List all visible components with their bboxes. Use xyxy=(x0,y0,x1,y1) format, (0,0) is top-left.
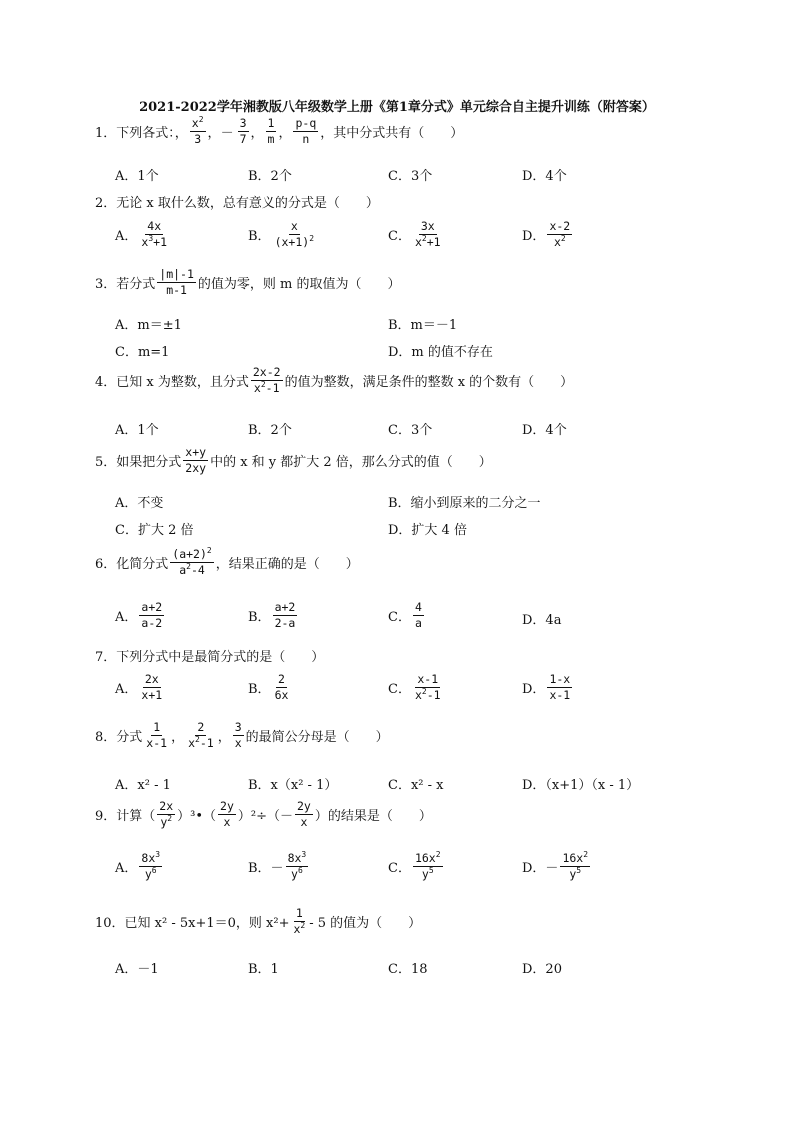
option-a[interactable]: A．1个 xyxy=(115,423,159,438)
question-5-stem: 5．如果把分式 $\frac{x+y}{2xy}$ 中的 x 和 y 都扩大 2 倍，那么分式的值（ ） xyxy=(95,445,492,476)
fraction: $\frac{x+y}{2xy}$ xyxy=(185,445,207,476)
option-d[interactable]: D．4个 xyxy=(522,423,567,438)
option-c[interactable]: C．3个 xyxy=(388,169,433,184)
fraction: $\frac{2y}{x}$ xyxy=(297,799,311,830)
fraction: $\frac{3}{x}$ xyxy=(234,720,242,751)
option-b[interactable]: B．x（x² - 1） xyxy=(248,778,338,793)
fraction: $\frac{x^2}{3}$ xyxy=(191,115,204,147)
option-a[interactable]: A．1个 xyxy=(115,169,159,184)
question-8-stem: 8．分式 $\frac{1}{x-1}$ ， $\frac{2}{x^2-1}$ ， $\frac{3}{x}$ 的最简公分母是（ ） xyxy=(95,720,389,751)
option-c[interactable]: C． $\frac{16x^2}{y^5}$ xyxy=(388,850,441,882)
option-a[interactable]: A．不变 xyxy=(115,496,164,511)
fraction: $\frac{1}{m}$ xyxy=(267,116,275,147)
option-c[interactable]: C． $\frac{3x}{x^2+1}$ xyxy=(388,219,441,250)
option-a[interactable]: A． $\frac{8x^3}{y^6}$ xyxy=(115,850,161,882)
option-b[interactable]: B．2个 xyxy=(248,169,292,184)
option-d[interactable]: D．20 xyxy=(522,962,562,977)
option-a[interactable]: A．x² - 1 xyxy=(115,778,171,793)
fraction: $\frac{2}{x^2-1}$ xyxy=(188,720,214,751)
option-b[interactable]: B．－ $\frac{8x^3}{y^6}$ xyxy=(248,850,307,882)
fraction: $\frac{|m|-1}{m-1}$ xyxy=(159,267,194,298)
option-b[interactable]: B． $\frac{a+2}{2-a}$ xyxy=(248,600,296,631)
option-a[interactable]: A． $\frac{a+2}{a-2}$ xyxy=(115,600,163,631)
fraction: $\frac{p-q}{n}$ xyxy=(295,116,317,147)
option-d[interactable]: D．－ $\frac{16x^2}{y^5}$ xyxy=(522,850,589,882)
option-b[interactable]: B．2个 xyxy=(248,423,292,438)
question-text: 1．下列各式：， xyxy=(95,126,188,142)
fraction: $\frac{1}{x-1}$ xyxy=(146,720,168,751)
fraction: $\frac{2x-2}{x^2-1}$ xyxy=(252,365,281,396)
option-a[interactable]: A．m＝±1 xyxy=(115,318,182,333)
option-d[interactable]: D．4a xyxy=(522,613,562,628)
fraction: $\frac{1}{x^2}$ xyxy=(293,906,306,937)
fraction: $\frac{3}{7}$ xyxy=(239,116,247,147)
question-7-stem: 7．下列分式中是最简分式的是（ ） xyxy=(95,650,325,665)
option-c[interactable]: C． $\frac{x-1}{x^2-1}$ xyxy=(388,672,441,703)
fraction: $\frac{2y}{x}$ xyxy=(220,799,234,830)
option-d[interactable]: D．扩大 4 倍 xyxy=(388,523,467,538)
option-b[interactable]: B．1 xyxy=(248,962,279,977)
option-a[interactable]: A．－1 xyxy=(115,962,159,977)
option-d[interactable]: D． $\frac{x-2}{x^2}$ xyxy=(522,219,571,250)
question-3-stem: 3．若分式 $\frac{|m|-1}{m-1}$ 的值为零，则 m 的取值为（ ） xyxy=(95,267,401,298)
option-a[interactable]: A． $\frac{2x}{x+1}$ xyxy=(115,672,163,703)
option-b[interactable]: B． $\frac{2}{6x}$ xyxy=(248,672,289,703)
fraction: $\frac{(a+2)^2}{a^2-4}$ xyxy=(172,546,212,578)
option-d[interactable]: D．4个 xyxy=(522,169,567,184)
option-c[interactable]: C． $\frac{4}{a}$ xyxy=(388,600,422,631)
option-d[interactable]: D．m 的值不存在 xyxy=(388,345,493,360)
option-d[interactable]: D． $\frac{1-x}{x-1}$ xyxy=(522,672,571,703)
option-b[interactable]: B．缩小到原来的二分之一 xyxy=(388,496,541,511)
option-c[interactable]: C．扩大 2 倍 xyxy=(115,523,194,538)
fraction: $\frac{2x}{y^2}$ xyxy=(159,799,174,830)
page-title: 2021-2022学年湘教版八年级数学上册《第1章分式》单元综合自主提升训练（附答案） xyxy=(139,100,655,115)
option-d[interactable]: D．（x+1）（x - 1） xyxy=(522,778,640,793)
question-2-stem: 2．无论 x 取什么数，总有意义的分式是（ ） xyxy=(95,196,379,211)
question-4-stem: 4．已知 x 为整数，且分式 $\frac{2x-2}{x^2-1}$ 的值为整数，满足条件的整数 x 的个数有（ ） xyxy=(95,365,574,396)
option-c[interactable]: C．m=1 xyxy=(115,345,170,360)
option-c[interactable]: C．3个 xyxy=(388,423,433,438)
question-1-stem: 1．下列各式：， $\frac{x^2}{3}$ ， － $\frac{3}{7}$ ， $\frac{1}{m}$ ， $\frac{p-q}{n}$ ，其中分式共有（ ） xyxy=(95,115,464,147)
question-6-stem: 6．化简分式 $\frac{(a+2)^2}{a^2-4}$ ，结果正确的是（ ） xyxy=(95,546,359,578)
option-c[interactable]: C．18 xyxy=(388,962,428,977)
option-b[interactable]: B． $\frac{x}{(x+1)^2}$ xyxy=(248,219,315,250)
question-9-stem: 9．计算（ $\frac{2x}{y^2}$ ）³•（ $\frac{2y}{x}$ ）²÷（－ $\frac{2y}{x}$ ）的结果是（ ） xyxy=(95,799,432,830)
option-b[interactable]: B．m＝－1 xyxy=(388,318,458,333)
option-c[interactable]: C．x² - x xyxy=(388,778,444,793)
question-10-stem: 10．已知 x² - 5x+1＝0，则 x²+ $\frac{1}{x^2}$ - 5 的值为（ ） xyxy=(95,906,422,937)
option-a[interactable]: A． $\frac{4x}{x^3+1}$ xyxy=(115,219,168,250)
